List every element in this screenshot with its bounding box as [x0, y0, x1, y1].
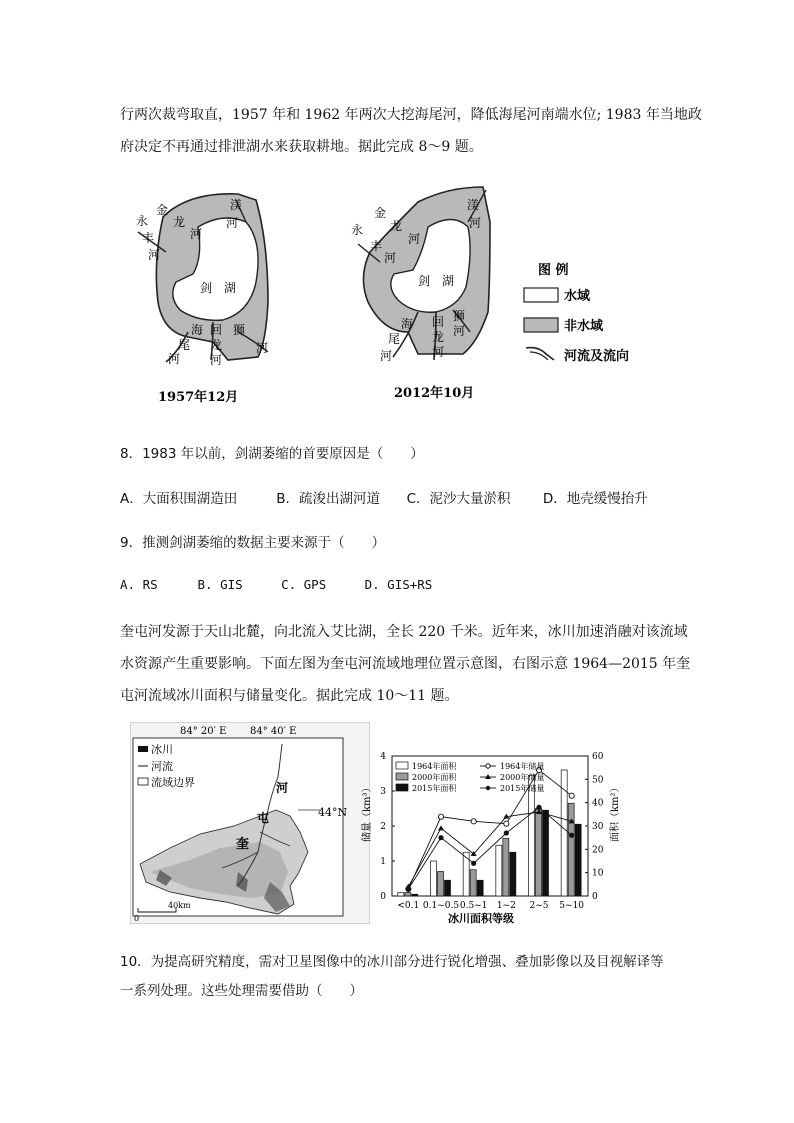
q9-option-a[interactable]: A. RS — [120, 577, 158, 592]
q9-options — [120, 577, 432, 592]
q8-option-c[interactable]: C．泥沙大量淤积 — [406, 491, 511, 507]
right-tick-label: 50 — [592, 775, 604, 786]
right-tick-label: 40 — [592, 798, 604, 809]
category-label: 2~5 — [529, 901, 549, 911]
svg-text:河: 河 — [469, 216, 482, 230]
svg-text:金: 金 — [156, 203, 169, 217]
area-bar-1964 — [561, 770, 567, 896]
area-bar-2000 — [568, 803, 574, 896]
svg-text:河: 河 — [384, 251, 397, 265]
category-label: 0.1~0.5 — [422, 901, 460, 911]
caption-2012: 2012年10月 — [394, 386, 475, 401]
left-tick-label: 2 — [380, 822, 386, 832]
svg-text:金: 金 — [374, 206, 387, 220]
area-bar-2015 — [477, 880, 483, 896]
intro2-line-1: 奎屯河发源于天山北麓，向北流入艾比湖，全长 220 千米。近年来，冰川加速消融对该流域 — [120, 624, 688, 640]
area-bar-2015 — [445, 880, 451, 896]
svg-text:回: 回 — [432, 315, 445, 329]
svg-text:河: 河 — [210, 353, 223, 367]
q8-option-d[interactable]: D．地壳缓慢抬升 — [542, 491, 648, 507]
volume-point — [438, 814, 443, 819]
lake-map-legend — [524, 262, 629, 364]
legend-boundary-label: 流域边界 — [151, 776, 195, 789]
volume-point — [406, 886, 411, 891]
svg-text:龙: 龙 — [173, 215, 186, 229]
legend-area-label: 2015年面积 — [412, 784, 457, 793]
chart-ylabel-left: 储量（km³） — [362, 782, 373, 842]
legend-volume-label: 2015年储量 — [500, 784, 545, 793]
kuitun-basin-map — [130, 722, 370, 924]
jianhu-lake-map — [118, 182, 658, 412]
volume-point — [504, 821, 509, 826]
category-label: 1~2 — [496, 901, 516, 911]
coord-left: 84° 20′ E — [180, 726, 227, 737]
right-tick-label: 10 — [592, 868, 604, 879]
q10-line-2: 一系列处理。这些处理需要借助（ ） — [120, 983, 363, 999]
q8-stem: 8．1983 年以前，剑湖萎缩的首要原因是（ ） — [120, 446, 424, 462]
chart-ylabel-right: 面积（km²） — [610, 782, 621, 842]
svg-text:渼: 渼 — [467, 198, 480, 212]
intro-line-2: 府决定不再通过排泄湖水来获取耕地。据此完成 8～9 题。 — [120, 139, 483, 155]
category-label: <0.1 — [397, 901, 420, 911]
legend-water-label: 水域 — [564, 289, 591, 304]
svg-text:尾: 尾 — [178, 338, 191, 352]
q9-stem: 9．推测剑湖萎缩的数据主要来源于（ ） — [120, 535, 386, 551]
area-bar-1964 — [529, 775, 535, 896]
legend-river-label-2: 河流 — [151, 760, 173, 773]
chart-xlabel: 冰川面积等级 — [448, 912, 514, 924]
svg-text:奎: 奎 — [236, 837, 250, 852]
area-bar-2015 — [543, 810, 549, 896]
legend-nonwater-swatch — [524, 318, 558, 332]
legend-area-label: 2000年面积 — [412, 773, 457, 782]
svg-text:河: 河 — [453, 324, 466, 338]
volume-point — [536, 805, 541, 810]
left-tick-label: 4 — [380, 752, 386, 762]
legend-nonwater-label: 非水域 — [564, 319, 604, 334]
svg-text:海: 海 — [401, 317, 414, 331]
right-tick-label: 30 — [592, 822, 604, 832]
svg-text:龙: 龙 — [210, 338, 223, 352]
legend-area-swatch — [396, 784, 408, 791]
svg-text:屯: 屯 — [257, 811, 270, 825]
svg-text:丰: 丰 — [370, 239, 383, 253]
right-tick-label: 60 — [592, 752, 604, 762]
svg-text:河: 河 — [432, 345, 445, 359]
glacier-area-volume-chart — [356, 724, 628, 924]
map-2012 — [351, 187, 490, 401]
right-tick-label: 0 — [592, 892, 598, 902]
intro2-line-3: 屯河流域冰川面积与储量变化。据此完成 10～11 题。 — [120, 688, 459, 704]
scale-label: 40km — [168, 901, 191, 910]
legend-boundary-swatch — [138, 778, 148, 785]
lat-label: 44°N — [318, 806, 348, 819]
svg-text:河: 河 — [148, 248, 161, 262]
coord-right: 84° 40′ E — [250, 726, 297, 737]
category-label: 5~10 — [559, 901, 585, 911]
area-bar-2000 — [503, 838, 509, 896]
left-tick-label: 0 — [380, 892, 386, 902]
legend-area-swatch — [396, 773, 408, 780]
svg-text:永: 永 — [136, 214, 149, 228]
volume-point — [438, 825, 444, 830]
legend-glacier-label: 冰川 — [151, 743, 173, 756]
legend-area-swatch — [396, 762, 408, 769]
svg-text:河: 河 — [276, 781, 289, 795]
svg-text:回: 回 — [210, 323, 223, 337]
svg-text:狮: 狮 — [453, 309, 466, 323]
svg-text:剑 湖: 剑 湖 — [418, 274, 455, 288]
legend-volume-label: 1964年储量 — [500, 762, 545, 771]
q9-option-d[interactable]: D. GIS+RS — [364, 577, 433, 592]
svg-text:龙: 龙 — [432, 330, 445, 344]
legend-volume-marker — [486, 764, 490, 768]
legend-title: 图 例 — [538, 263, 569, 278]
svg-text:河: 河 — [226, 216, 239, 230]
svg-text:剑 湖: 剑 湖 — [200, 281, 237, 295]
svg-text:河: 河 — [256, 341, 269, 355]
intro2-line-2: 水资源产生重要影响。下面左图为奎屯河流域地理位置示意图，右图示意 1964—2015 年奎 — [120, 656, 691, 672]
svg-text:河: 河 — [168, 352, 181, 366]
left-tick-label: 1 — [380, 857, 386, 867]
intro-line-1: 行两次裁弯取直，1957 年和 1962 年两次大挖海尾河，降低海尾河南端水位; 1983 年当地政 — [120, 107, 702, 123]
q9-option-c[interactable]: C. GPS — [281, 577, 327, 592]
right-tick-label: 20 — [592, 845, 604, 856]
legend-glacier-swatch — [138, 746, 148, 752]
area-bar-2000 — [470, 870, 476, 896]
area-bar-2015 — [575, 824, 581, 896]
svg-text:尾: 尾 — [388, 332, 401, 346]
volume-point — [438, 835, 443, 840]
svg-text:龙: 龙 — [390, 219, 403, 233]
area-bar-1964 — [431, 861, 437, 896]
volume-point — [471, 819, 476, 824]
volume-point — [471, 861, 476, 866]
svg-text:海: 海 — [191, 323, 204, 337]
area-bar-1964 — [496, 845, 502, 896]
legend-volume-marker — [485, 774, 491, 779]
svg-text:狮: 狮 — [233, 323, 246, 337]
q10-line-1: 10．为提高研究精度，需对卫星图像中的冰川部分进行锐化增强、叠加影像以及目视解译等 — [120, 954, 664, 970]
area-bar-1964 — [398, 893, 404, 897]
area-bar-2015 — [412, 894, 418, 896]
category-label: 0.5~1 — [459, 901, 488, 911]
q9-option-b[interactable]: B. GIS — [197, 577, 243, 592]
legend-river-label: 河流及流向 — [564, 349, 630, 364]
scale-zero: 0 — [134, 914, 140, 923]
volume-point — [504, 830, 509, 835]
svg-text:丰: 丰 — [142, 231, 155, 245]
q8-option-b[interactable]: B．疏浚出湖河道 — [276, 491, 381, 507]
legend-area-label: 1964年面积 — [412, 762, 457, 771]
left-tick-label: 3 — [380, 787, 386, 797]
caption-1957: 1957年12月 — [158, 390, 239, 405]
svg-text:渼: 渼 — [230, 198, 243, 212]
svg-text:河: 河 — [190, 227, 203, 241]
area-bar-2000 — [536, 809, 542, 897]
svg-text:永: 永 — [351, 223, 364, 237]
area-bar-2000 — [438, 872, 444, 897]
legend-volume-label: 2000年储量 — [500, 773, 545, 782]
legend-volume-marker — [486, 786, 490, 790]
map-1957 — [136, 194, 268, 405]
volume-point — [569, 833, 574, 838]
volume-point — [569, 793, 574, 798]
q8-option-a[interactable]: A．大面积围湖造田 — [120, 491, 238, 507]
q8-options — [120, 487, 648, 507]
legend-water-swatch — [524, 288, 558, 302]
svg-text:河: 河 — [408, 232, 421, 246]
area-bar-2015 — [510, 852, 516, 896]
svg-text:河: 河 — [380, 349, 393, 363]
area-bar-2000 — [405, 893, 411, 897]
